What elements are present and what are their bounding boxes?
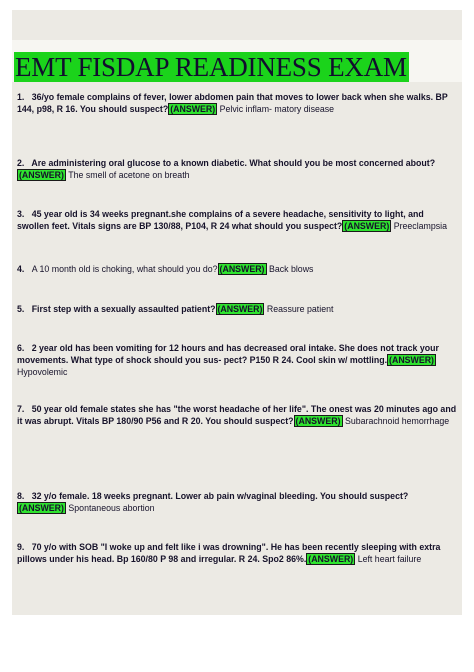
answer-text: Spontaneous abortion xyxy=(68,503,155,513)
question-number: 2. xyxy=(17,158,25,168)
question-item xyxy=(17,91,457,115)
question-text: First step with a sexually assaulted patient? xyxy=(31,304,216,314)
question-number: 5. xyxy=(17,304,25,314)
answer-text: Reassure patient xyxy=(266,304,334,314)
answer-label: (ANSWER) xyxy=(219,264,265,274)
answer-label: (ANSWER) xyxy=(308,554,354,564)
answer-text: Subarachnoid hemorrhage xyxy=(344,416,450,426)
question-item xyxy=(17,403,457,427)
answer-text: Pelvic inflam- matory disease xyxy=(219,104,335,114)
answer-label: (ANSWER) xyxy=(19,503,64,513)
question-item xyxy=(17,490,457,514)
answer-label: (ANSWER) xyxy=(170,104,216,114)
question-item xyxy=(17,263,457,275)
answer-text: Preeclampsia xyxy=(393,221,448,231)
question-text: A 10 month old is choking, what should you do? xyxy=(31,264,218,274)
question-item xyxy=(17,303,457,315)
answer-text: Back blows xyxy=(268,264,314,274)
question-text: Are administering oral glucose to a known diabetic. What should you be most concerned about? xyxy=(31,158,436,168)
question-text: 32 y/o female. 18 weeks pregnant. Lower ab pain w/vaginal bleeding. You should suspect? xyxy=(31,491,409,501)
question-text: 70 y/o with SOB "I woke up and felt like i was drowning". He has been recently sleeping with extra pillows under his head. Bp 160/80 P 98 and irregular. R 24. Spo2 86%. xyxy=(17,542,441,564)
question-text: 36/yo female complains of fever, lower abdomen pain that moves to lower back when she walks. BP 144, p98, R 16. You should suspect? xyxy=(17,92,448,114)
question-text: 45 year old is 34 weeks pregnant.she complains of a severe headache, sensitivity to light, and swollen feet. Vitals signs are BP 130/88, P104, R 24 what should you suspect? xyxy=(17,209,424,231)
page-title: EMT FISDAP READINESS EXAM xyxy=(15,52,407,82)
answer-label: (ANSWER) xyxy=(217,304,263,314)
question-text: 50 year old female states she has "the worst headache of her life". The onest was 20 minutes ago and it was abrupt. Vitals BP 180/90 P56 and R 20. You should suspect? xyxy=(17,404,457,426)
question-number: 6. xyxy=(17,343,25,353)
question-item xyxy=(17,541,457,565)
question-number: 4. xyxy=(17,264,25,274)
question-number: 1. xyxy=(17,92,25,102)
answer-text: Left heart failure xyxy=(357,554,422,564)
answer-label: (ANSWER) xyxy=(295,416,341,426)
question-number: 7. xyxy=(17,404,25,414)
answer-text: Hypovolemic xyxy=(17,367,68,377)
question-item xyxy=(17,157,457,181)
answer-text: The smell of acetone on breath xyxy=(68,170,190,180)
question-item xyxy=(17,342,457,378)
question-number: 9. xyxy=(17,542,25,552)
answer-label: (ANSWER) xyxy=(389,355,434,365)
document-page xyxy=(12,10,462,615)
answer-label: (ANSWER) xyxy=(344,221,390,231)
question-number: 3. xyxy=(17,209,25,219)
question-item xyxy=(17,208,457,232)
question-number: 8. xyxy=(17,491,25,501)
question-text: 2 year old has been vomiting for 12 hours and has decreased oral intake. She does not track your movements. What type of shock should you sus- pect? P150 R 24. Cool skin w/ mottling. xyxy=(17,343,439,365)
answer-label: (ANSWER) xyxy=(19,170,64,180)
